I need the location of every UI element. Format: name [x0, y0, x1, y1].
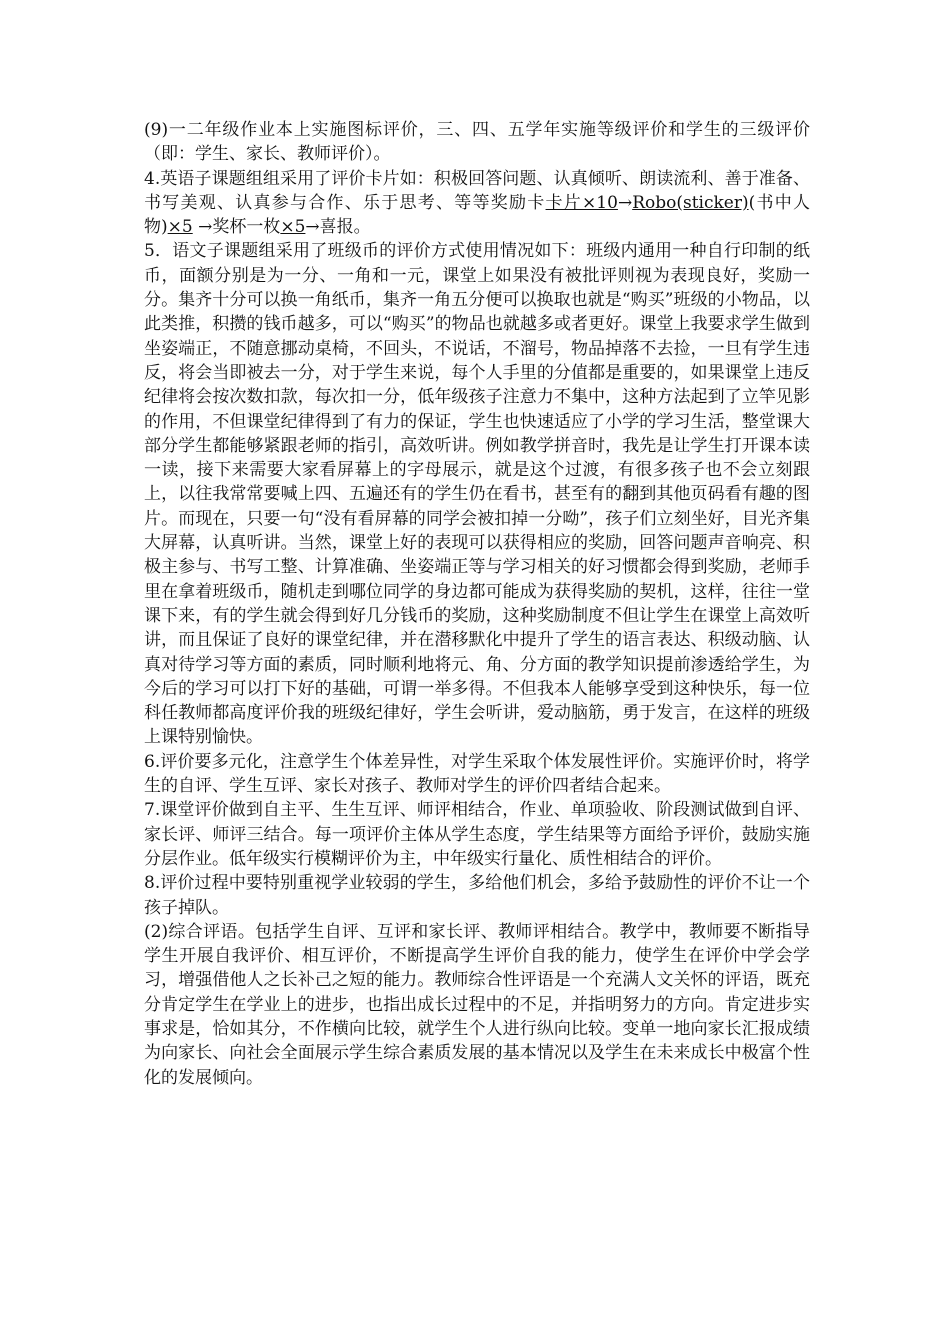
reward-card-x10: 卡片×10: [545, 192, 618, 213]
reward-x5-second: ×5: [280, 217, 306, 238]
english-cards-text: 4.英语子课题组组采用了评价卡片如：积极回答问题、认真倾听、朗读流利、善于准备、书写美观、认真参与合作、乐于思考、等等奖励卡: [144, 168, 810, 213]
reward-x5-first: ×5: [167, 217, 193, 238]
paragraph-2-comprehensive-comments: (2)综合评语。包括学生自评、互评和家长评、教师评相结合。教学中，教师要不断指导学生开展自我评价、相互评价，不断提高学生评价自我的能力，使学生在评价中学会学习，增强借他人之长补己之短的能力。教师综合性评语是一个充满人文关怀的评语，既充分肯定学生在学业上的进步，也指出成长过程中的不足，并指明努力的方向。肯定进步实事求是，恰如其分，不作横向比较，就学生个人进行纵向比较。变单一地向家长汇报成绩为向家长、向社会全面展示学生综合素质发展的基本情况以及学生在未来成长中极富个性化的发展倾向。: [144, 921, 810, 1088]
reward-book-character: (书中人物): [144, 192, 810, 238]
paragraph-5-class-currency: 5．语文子课题组采用了班级币的评价方式使用情况如下：班级内通用一种自行印制的纸币，面额分别是为一分、一角和一元，课堂上如果没有被批评则视为表现良好，奖励一分。集齐十分可以换一角纸币，集齐一角五分便可以换取也就是“购买”班级的小物品，以此类推，积攒的钱币越多，可以“购买”的物品也就越多或者更好。课堂上我要求学生做到坐姿端正，不随意挪动桌椅，不回头，不说话，不溜号，物品掉落不去捡，一旦有学生违反，将会当即被去一分，对于学生来说，每个人手里的分值都是重要的，如果课堂上违反纪律将会按次数扣款，每次扣一分，低年级孩子注意力不集中，这种方法起到了立竿见影的作用，不但课堂纪律得到了有力的保证，学生也快速适应了小学的学习生活，整堂课大部分学生都能够紧跟老师的指引，高效听讲。例如教学拼音时，我先是让学生打开课本读一读，接下来需要大家看屏幕上的字母展示，就是这个过渡，有很多孩子也不会立刻跟上，以往我常常要喊上四、五遍还有的学生仍在看书，甚至有的翻到其他页码看有趣的图片。而现在，只要一句“没有看屏幕的同学会被扣掉一分呦”，孩子们立刻坐好，目光齐集大屏幕，认真听讲。当然，课堂上好的表现可以获得相应的奖励，回答问题声音响亮、积极主参与、书写工整、计算准确、坐姿端正等与学习相关的好习惯都会得到奖励，老师手里在拿着班级币，随机走到哪位同学的身边都可能成为获得奖励的契机，这样，往往一堂课下来，有的学生就会得到好几分钱币的奖励，这种奖励制度不但让学生在课堂上高效听讲，而且保证了良好的课堂纪律，并在潜移默化中提升了学生的语言表达、积级动脑、认真对待学习等方面的素质，同时顺利地将元、角、分方面的教学知识提前渗透给学生，为今后的学习可以打下好的基础，可谓一举多得。不但我本人能够享受到这种快乐，每一位科任教师都高度评价我的班级纪律好，学生会听讲，爱动脑筋，勇于发言，在这样的班级上课特别愉快。: [144, 241, 810, 748]
reward-certificate: →喜报。: [305, 217, 371, 238]
paragraph-6-diverse-evaluation: 6.评价要多元化，注意学生个体差异性，对学生采取个体发展性评价。实施评价时，将学生的自评、学生互评、家长对孩子、教师对学生的评价四者结合起来。: [144, 751, 810, 797]
reward-trophy: →奖杯一枚: [192, 217, 281, 238]
paragraph-9-icon-evaluation: (9)一二年级作业本上实施图标评价，三、四、五学年实施等级评价和学生的三级评价（即：学生、家长、教师评价）。: [144, 120, 810, 165]
reward-robo-sticker: Robo(sticker): [632, 192, 749, 213]
paragraph-8-weak-students: 8.评价过程中要特别重视学业较弱的学生，多给他们机会，多给予鼓励性的评价不让一个孩子掉队。: [144, 873, 810, 918]
paragraph-4-english-cards: [144, 167, 810, 240]
paragraph-7-classroom-evaluation: 7.课堂评价做到自主平、生生互评、师评相结合，作业、单项验收、阶段测试做到自评、家长评、师评三结合。每一项评价主体从学生态度，学生结果等方面给予评价，鼓励实施分层作业。低年级实行模糊评价为主，中年级实行量化、质性相结合的评价。: [144, 800, 810, 869]
arrow-text: →: [617, 192, 633, 213]
document-page: [144, 118, 810, 1090]
